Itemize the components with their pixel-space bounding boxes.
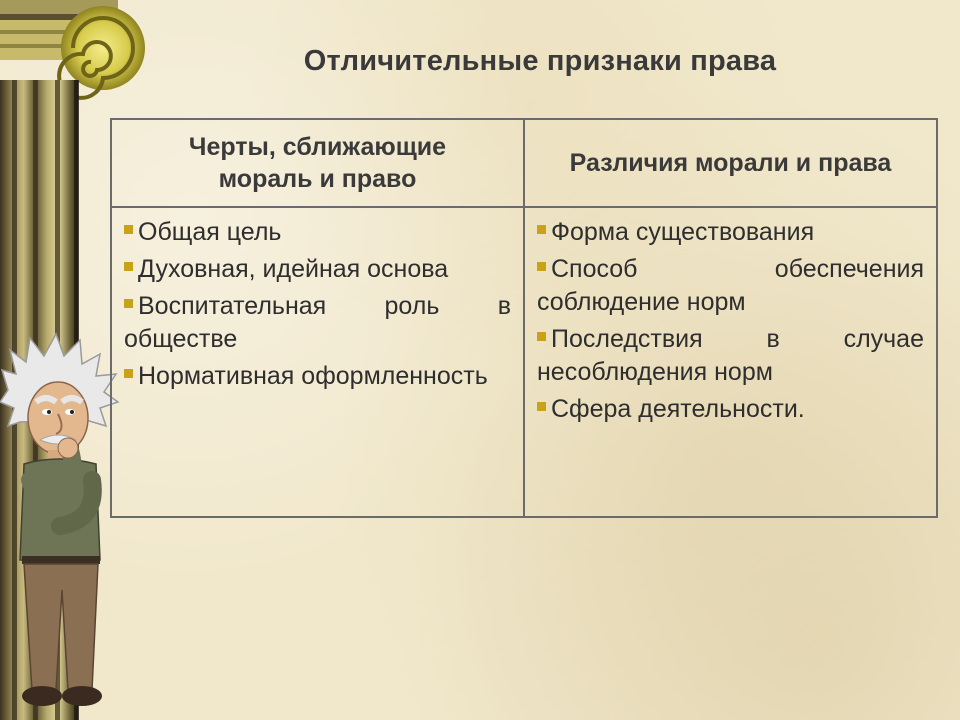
header-differences: Различия морали и права [525, 120, 936, 208]
list-item: Нормативная оформленность [124, 360, 511, 393]
list-item: Последствия в случае несоблюдения норм [537, 325, 924, 386]
bullet-icon [124, 225, 133, 234]
list-item: Способ обеспечения соблюдение норм [537, 255, 924, 316]
list-item: Общая цель [124, 216, 511, 249]
bullet-icon [124, 299, 133, 308]
similarities-cell [112, 208, 525, 516]
bullet-icon [124, 262, 133, 271]
comparison-table [110, 118, 938, 518]
list-item: Сфера деятельности. [537, 393, 924, 426]
bullet-icon [537, 262, 546, 271]
bullet-icon [537, 332, 546, 341]
differences-cell [525, 208, 936, 516]
header-similarities: Черты, сближающие мораль и право [112, 120, 525, 208]
bullet-icon [124, 369, 133, 378]
bullet-icon [537, 402, 546, 411]
bullet-icon [537, 225, 546, 234]
slide-title: Отличительные признаки права [303, 45, 777, 78]
list-item: Воспитательная роль в обществе [124, 292, 511, 353]
list-item: Духовная, идейная основа [124, 253, 511, 286]
list-item: Форма существования [537, 216, 924, 249]
